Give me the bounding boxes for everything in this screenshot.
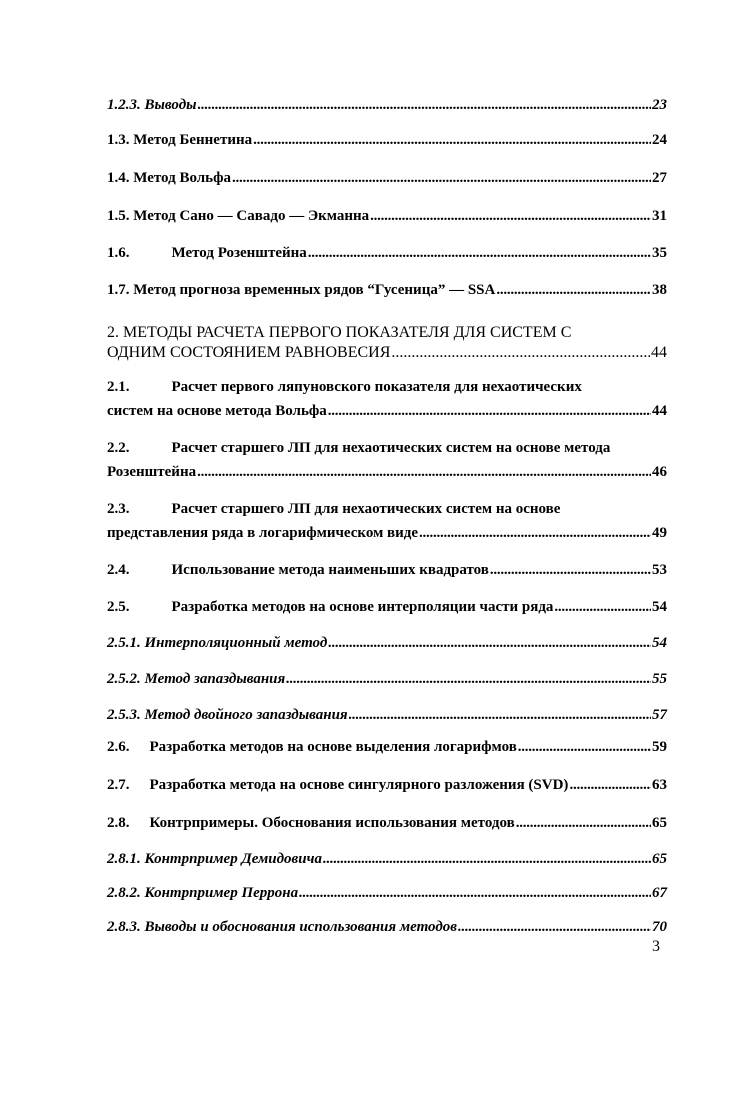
toc-page-number: 59 (652, 739, 667, 755)
toc-number: 2.8.1. (107, 851, 141, 867)
toc-number: 1.2.3. (107, 97, 141, 113)
toc-entry-2-1[interactable] (107, 377, 667, 421)
toc-page-number: 54 (652, 599, 667, 615)
toc-page-number: 35 (652, 245, 667, 261)
toc-page-number: 53 (652, 562, 667, 578)
toc-page-number: 57 (652, 707, 667, 723)
toc-entry-1-5[interactable] (107, 206, 667, 226)
toc-title: Метод Розенштейна (171, 245, 307, 261)
dot-leader (554, 597, 651, 617)
toc-entry-2[interactable] (107, 323, 667, 363)
toc-page-number: 65 (652, 815, 667, 831)
toc-title: Выводы (144, 97, 197, 113)
toc-title: Использование метода наименьших квадратов (171, 562, 489, 578)
dot-leader (232, 168, 651, 188)
dot-leader (391, 343, 650, 363)
toc-title: Контрпример Демидовича (144, 851, 322, 867)
dot-leader (299, 883, 651, 903)
toc-number: 2.4. (107, 562, 130, 578)
toc-entry-1-2-3[interactable] (107, 95, 667, 115)
page-number: 3 (652, 938, 660, 955)
toc-entry-2-8[interactable] (107, 813, 667, 833)
toc-number: 2.8. (107, 815, 130, 831)
toc-entry-2-8-2[interactable] (107, 883, 667, 903)
toc-title-line2: систем на основе метода Вольфа (107, 403, 327, 419)
toc-page-number: 44 (652, 403, 667, 419)
toc-number: 1.4. (107, 170, 130, 186)
toc-number: 2.3. (107, 501, 130, 517)
toc-title-line1: Расчет первого ляпуновского показателя для нехаотических (171, 379, 582, 395)
dot-leader (198, 95, 651, 115)
toc-page-number: 23 (652, 97, 667, 113)
toc-entry-2-8-1[interactable] (107, 849, 667, 869)
toc-entry-1-3[interactable] (107, 130, 667, 150)
toc-title: Разработка методов на основе выделения логарифмов (149, 739, 517, 755)
toc-number: 2.6. (107, 739, 130, 755)
toc-entry-2-5-1[interactable] (107, 633, 667, 653)
toc-title-line1: Расчет старшего ЛП для нехаотических систем на основе метода (171, 440, 611, 456)
toc-title: Метод двойного запаздывания (144, 707, 348, 723)
toc-number: 2.5.2. (107, 671, 141, 687)
toc-entry-2-4[interactable] (107, 560, 667, 580)
toc-entry-2-8-3[interactable] (107, 917, 667, 937)
toc-number: 2.5. (107, 599, 130, 615)
toc-title-line1: Расчет старшего ЛП для нехаотических систем на основе (171, 501, 561, 517)
toc-page-number: 38 (652, 282, 667, 298)
toc-entry-2-7[interactable] (107, 775, 667, 795)
dot-leader (569, 775, 651, 795)
toc-number: 2.8.2. (107, 885, 141, 901)
toc-title: Метод прогноза временных рядов “Гусеница” — SSA (133, 282, 496, 298)
toc-title-line2: Розенштейна (107, 464, 197, 480)
toc-number: 1.7. (107, 282, 130, 298)
toc-entry-2-5-3[interactable] (107, 705, 667, 725)
toc-page-number: 49 (652, 525, 667, 541)
toc-entry-2-3[interactable] (107, 499, 667, 543)
toc-page-number: 67 (652, 885, 667, 901)
dot-leader (516, 813, 651, 833)
toc-number: 2.5.1. (107, 635, 141, 651)
dot-leader (328, 633, 651, 653)
dot-leader (370, 206, 651, 226)
dot-leader (518, 737, 651, 757)
toc-number: 2.2. (107, 440, 130, 456)
toc-entry-2-2[interactable] (107, 438, 667, 482)
dot-leader (323, 849, 651, 869)
toc-number: 1.5. (107, 208, 130, 224)
toc-number: 2.5.3. (107, 707, 141, 723)
toc-title: Метод Беннетина (133, 132, 253, 148)
toc-title-line1: МЕТОДЫ РАСЧЕТА ПЕРВОГО ПОКАЗАТЕЛЯ ДЛЯ СИСТЕМ С (123, 324, 572, 341)
toc-entry-1-7[interactable] (107, 280, 667, 300)
toc-title: Разработка метода на основе сингулярного разложения (SVD) (149, 777, 569, 793)
toc-number: 2.1. (107, 379, 130, 395)
toc-entry-2-5[interactable] (107, 597, 667, 617)
dot-leader (349, 705, 651, 725)
dot-leader (490, 560, 651, 580)
toc-entry-2-6[interactable] (107, 737, 667, 757)
dot-leader (197, 462, 651, 482)
toc-title: Контрпримеры. Обоснования использования методов (149, 815, 515, 831)
toc-page-number: 24 (652, 132, 667, 148)
toc-number: 1.6. (107, 245, 130, 261)
toc-entry-2-5-2[interactable] (107, 669, 667, 689)
toc-page-number: 31 (652, 208, 667, 224)
toc-title: Метод Сано — Савадо — Экманна (133, 208, 370, 224)
toc-page-number: 46 (652, 464, 667, 480)
dot-leader (458, 917, 651, 937)
toc-title: Метод запаздывания (144, 671, 286, 687)
toc-title: Контрпример Перрона (144, 885, 299, 901)
toc-page-number: 70 (652, 919, 667, 935)
dot-leader (328, 401, 651, 421)
toc-number: 2.7. (107, 777, 130, 793)
toc-page-number: 65 (652, 851, 667, 867)
toc-title-line2: представления ряда в логарифмическом виде (107, 525, 419, 541)
dot-leader (419, 523, 651, 543)
toc-entry-1-4[interactable] (107, 168, 667, 188)
toc-title: Выводы и обоснования использования методов (144, 919, 458, 935)
toc-page-number: 27 (652, 170, 667, 186)
toc-number: 2.8.3. (107, 919, 141, 935)
toc-title-line2: ОДНИМ СОСТОЯНИЕМ РАВНОВЕСИЯ (107, 344, 391, 361)
toc-number: 1.3. (107, 132, 130, 148)
toc-page-number: 55 (652, 671, 667, 687)
dot-leader (253, 130, 651, 150)
toc-entry-1-6[interactable] (107, 243, 667, 263)
dot-leader (496, 280, 651, 300)
toc-title: Метод Вольфа (133, 170, 231, 186)
toc-page-number: 54 (652, 635, 667, 651)
dot-leader (286, 669, 651, 689)
dot-leader (308, 243, 651, 263)
toc-page-number: 63 (652, 777, 667, 793)
toc-number: 2. (107, 324, 119, 341)
toc-page-number: 44 (651, 344, 667, 361)
toc-title: Разработка методов на основе интерполяции части ряда (171, 599, 554, 615)
toc-title: Интерполяционный метод (144, 635, 328, 651)
